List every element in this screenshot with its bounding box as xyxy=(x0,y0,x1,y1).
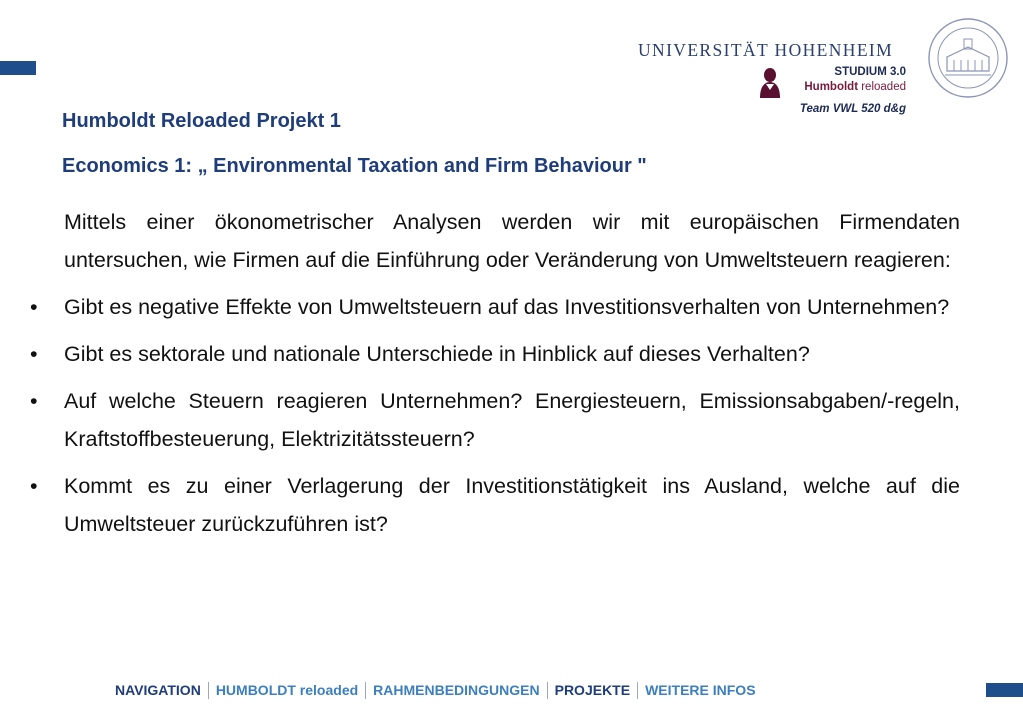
nav-link-humboldt-reloaded[interactable]: HUMBOLDT reloaded xyxy=(215,682,359,698)
university-seal-icon xyxy=(927,17,1009,99)
slide-body xyxy=(64,203,960,552)
bullet-item: • Kommt es zu einer Verlagerung der Investitionstätigkeit ins Ausland, welche auf die Umweltsteuer zurückzuführen ist? xyxy=(64,467,960,543)
humboldt-branding xyxy=(752,64,908,120)
humboldt-reloaded-label: Humboldt reloaded xyxy=(804,81,906,93)
nav-link-rahmenbedingungen[interactable]: RAHMENBEDINGUNGEN xyxy=(373,682,540,698)
footer-navigation xyxy=(115,680,763,700)
nav-link-weitere-infos[interactable]: WEITERE INFOS xyxy=(645,682,756,698)
intro-paragraph: Mittels einer ökonometrischer Analysen werden wir mit europäischen Firmendaten untersuchen, wie Firmen auf die Einführung oder Veränderung von Umweltsteuern reagieren: xyxy=(64,210,960,272)
slide-title: Humboldt Reloaded Projekt 1 xyxy=(62,110,341,132)
nav-link-projekte[interactable]: PROJEKTE xyxy=(554,682,631,698)
accent-bar-left xyxy=(0,61,36,75)
bullet-item: • Gibt es sektorale und nationale Unterschiede in Hinblick auf dieses Verhalten? xyxy=(64,335,960,373)
bullet-item: • Gibt es negative Effekte von Umweltsteuern auf das Investitionsverhalten von Unternehmen? xyxy=(64,288,960,326)
university-name: UNIVERSITÄT HOHENHEIM xyxy=(638,40,894,60)
humboldt-portrait-icon xyxy=(756,66,782,98)
accent-bar-right xyxy=(986,683,1023,697)
studium-label: STUDIUM 3.0 xyxy=(834,66,906,78)
bullet-item: • Auf welche Steuern reagieren Unternehmen? Energiesteuern, Emissionsabgaben/-regeln, Kraftstoffbesteuerung, Elektrizitätssteuern? xyxy=(64,382,960,458)
slide-subtitle: Economics 1: „ Environmental Taxation and Firm Behaviour " xyxy=(62,155,647,177)
nav-link-navigation[interactable]: NAVIGATION xyxy=(115,682,201,698)
team-label: Team VWL 520 d&g xyxy=(799,103,906,115)
